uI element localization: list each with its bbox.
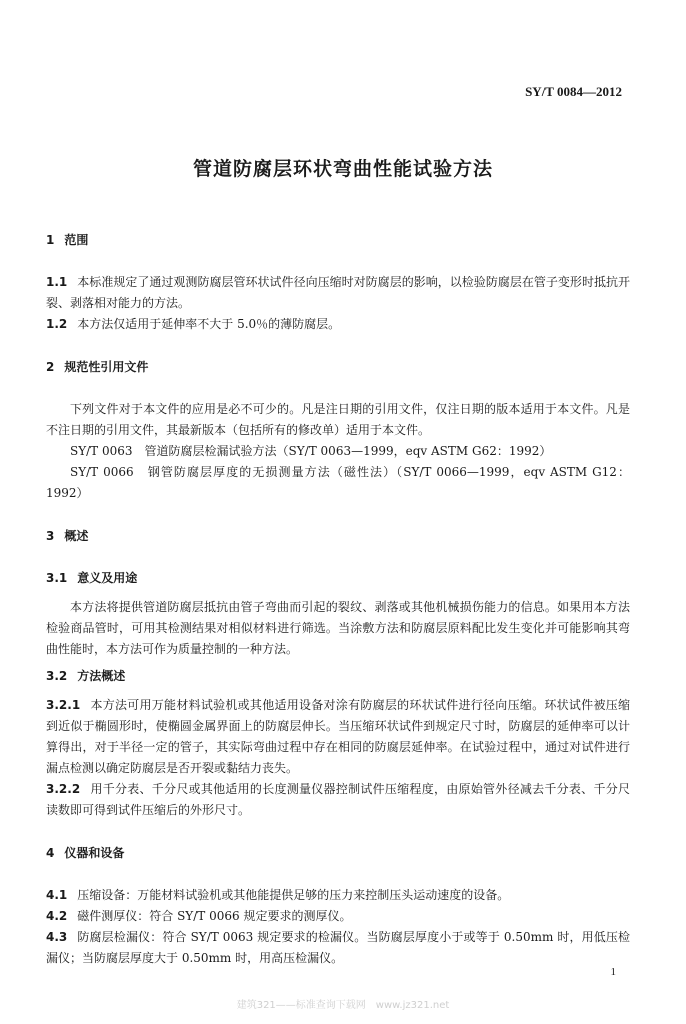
reference-sy-t-0066: SY/T 0066 钢管防腐层厚度的无损测量方法（磁性法）（SY/T 0066—1999，eqv ASTM G12：1992） [46,465,630,500]
section-title: 范围 [64,233,89,247]
section-title: 仪器和设备 [64,846,125,860]
section-number: 2 [46,360,55,374]
section-number: 1 [46,233,55,247]
clause-number: 3.2.2 [46,782,81,796]
clause-text: 本方法仅适用于延伸率不大于 5.0％的薄防腐层。 [77,317,341,331]
section-title: 概述 [64,529,89,543]
clause-text: 用千分表、千分尺或其他适用的长度测量仪器控制试件压缩程度，由原始管外径减去千分表、千分尺读数即可得到试件压缩后的外形尺寸。 [46,782,630,817]
subsection-3-1-heading [46,568,630,589]
clause-3-2-2 [46,779,630,821]
normative-intro: 下列文件对于本文件的应用是必不可少的。凡是注日期的引用文件，仅注日期的版本适用于本文件。凡是不注日期的引用文件，其最新版本（包括所有的修改单）适用于本文件。 [46,402,630,437]
clause-number: 3.2.1 [46,698,81,712]
section-1-heading [46,230,630,251]
section-number: 3 [46,529,55,543]
section-4-heading [46,843,630,864]
standard-code: SY/T 0084—2012 [525,84,622,99]
clause-4-3 [46,927,630,969]
clause-text: 压缩设备：万能材料试验机或其他能提供足够的压力来控制压头运动速度的设备。 [77,888,510,902]
subsection-title: 方法概述 [77,669,126,683]
subsection-number: 3.1 [46,571,68,585]
section-number: 4 [46,846,55,860]
clause-number: 4.1 [46,888,68,902]
clause-3-1-text: 本方法将提供管道防腐层抵抗由管子弯曲而引起的裂纹、剥落或其他机械损伤能力的信息。如果用本方法检验商品管时，可用其检测结果对相似材料进行筛选。当涂敷方法和防腐层原料配比发生变化并可能影响其弯曲性能时，本方法可作为质量控制的一种方法。 [46,600,630,656]
subsection-title: 意义及用途 [77,571,138,585]
document-title: 管道防腐层环状弯曲性能试验方法 [192,158,493,180]
clause-text: 本方法可用万能材料试验机或其他适用设备对涂有防腐层的环状试件进行径向压缩。环状试件被压缩到近似于椭圆形时，使椭圆金属界面上的防腐层伸长。当压缩环状试件到规定尺寸时，防腐层的延伸率可以计算得出，对于半径一定的管子，其实际弯曲过程中存在相同的防腐层延伸率。在试验过程中，通过对试件进行漏点检测以确定防腐层是否开裂或黏结力丧失。 [46,698,630,775]
clause-1-2 [46,314,630,335]
clause-text: 磁件测厚仪：符合 SY/T 0066 规定要求的测厚仪。 [77,909,352,923]
clause-3-2-1 [46,695,630,779]
section-title: 规范性引用文件 [64,360,149,374]
clause-number: 4.3 [46,930,68,944]
clause-text: 防腐层检漏仪：符合 SY/T 0063 规定要求的检漏仪。当防腐层厚度小于或等于 0.50mm 时，用低压检漏仪；当防腐层厚度大于 0.50mm 时，用高压检漏仪。 [46,930,630,965]
clause-number: 4.2 [46,909,68,923]
reference-sy-t-0063: SY/T 0063 管道防腐层检漏试验方法（SY/T 0063—1999，eqv ASTM G62：1992） [70,444,552,458]
section-2-heading [46,357,630,378]
page-number: 1 [610,966,616,978]
clause-4-2 [46,906,630,927]
clause-number: 1.2 [46,317,68,331]
clause-text: 本标准规定了通过观测防腐层管环状试件径向压缩时对防腐层的影响，以检验防腐层在管子变形时抵抗开裂、剥落相对能力的方法。 [46,275,630,310]
subsection-number: 3.2 [46,669,68,683]
document-body [46,230,630,969]
clause-4-1 [46,885,630,906]
section-3-heading [46,526,630,547]
site-watermark: 建筑321——标准查询下载网 www.jz321.net [236,1000,450,1011]
clause-number: 1.1 [46,275,68,289]
subsection-3-2-heading [46,666,630,687]
clause-1-1 [46,272,630,314]
